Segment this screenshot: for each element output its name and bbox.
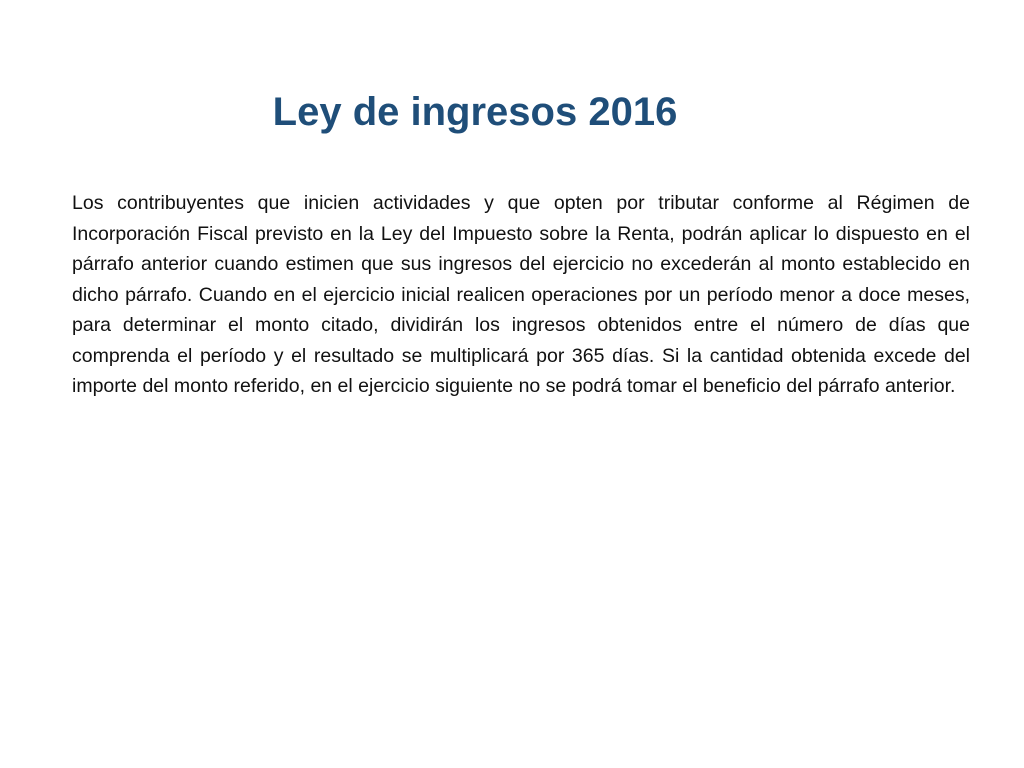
slide-body-paragraph: Los contribuyentes que inicien actividades y que opten por tributar conforme al Régimen de Incorporación Fiscal previsto en la Ley del Impuesto sobre la Renta, podrán aplicar lo dispuesto en el párrafo anterior cuando estimen que sus ingresos del ejercicio no excederán al monto establecido en dicho párrafo. Cuando en el ejercicio inicial realicen operaciones por un período menor a doce meses, para determinar el monto citado, dividirán los ingresos obtenidos entre el número de días que comprenda el período y el resultado se multiplicará por 365 días. Si la cantidad obtenida excede del importe del monto referido, en el ejercicio siguiente no se podrá tomar el beneficio del párrafo anterior. — [72, 192, 970, 397]
slide-title: Ley de ingresos 2016 — [272, 90, 678, 134]
